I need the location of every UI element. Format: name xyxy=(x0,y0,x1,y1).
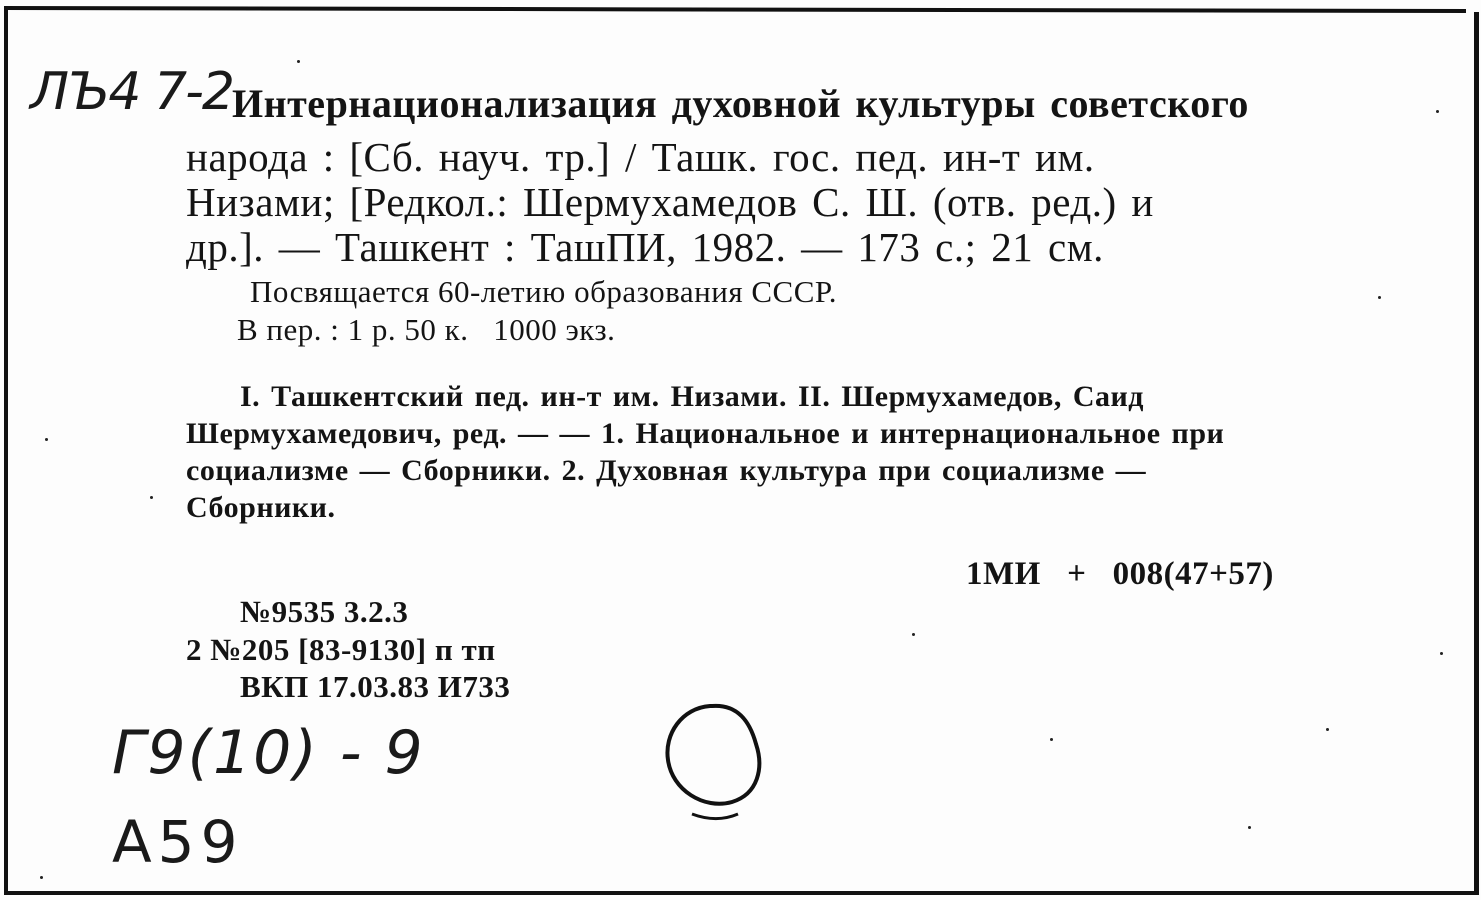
paper-speck xyxy=(40,876,43,879)
registry-code: ВКП 17.03.83 И733 xyxy=(240,669,511,704)
card-border-right xyxy=(1474,12,1479,895)
title-line: народа : [Сб. науч. тр.] / Ташк. гос. пед. ин-т им. xyxy=(186,134,1095,180)
handwritten-author-mark: А59 xyxy=(112,808,244,876)
paper-speck xyxy=(1436,110,1439,113)
paper-speck xyxy=(1248,826,1251,829)
subject-entry: I. Ташкентский пед. ин-т им. Низами. II. Шермухамедов, Саид xyxy=(240,380,1144,413)
paper-speck xyxy=(1050,738,1053,741)
card-border-bottom xyxy=(4,891,1476,895)
paper-speck xyxy=(297,60,300,63)
paper-speck xyxy=(912,633,915,636)
paper-speck xyxy=(150,496,153,499)
paper-speck xyxy=(1378,296,1381,299)
handwritten-classification: Г9(10) - 9 xyxy=(112,718,425,788)
subject-entry: Шермухамедович, ред. — — 1. Национальное и интернациональное при xyxy=(186,417,1225,450)
paper-speck xyxy=(1440,652,1443,655)
paper-speck xyxy=(45,438,48,441)
dedication-note: Посвящается 60-летию образования СССР. xyxy=(250,274,838,309)
registry-code: 2 №205 [83-9130] п тп xyxy=(186,632,496,667)
card-border-top xyxy=(4,6,1466,13)
price-note: В пер. : 1 р. 50 к. 1000 экз. xyxy=(237,312,616,347)
card-border-left xyxy=(4,6,8,894)
title-line: Низами; [Редкол.: Шермухамедов С. Ш. (отв. ред.) и xyxy=(186,179,1154,225)
title-line: др.]. — Ташкент : ТашПИ, 1982. — 173 с.; 21 см. xyxy=(186,224,1104,270)
subject-entry: Сборники. xyxy=(186,491,336,524)
handwritten-shelf-mark: ЛЪ4 7-2 xyxy=(30,62,233,122)
paper-speck xyxy=(1326,728,1329,731)
hand-drawn-circle-mark xyxy=(652,694,782,824)
subject-entry: социализме — Сборники. 2. Духовная культура при социализме — xyxy=(186,454,1147,487)
registry-code: №9535 3.2.3 xyxy=(240,594,409,629)
classification-index: 1МИ + 008(47+57) xyxy=(966,556,1274,592)
title-line: Интернационализация духовной культуры советского xyxy=(232,81,1249,126)
